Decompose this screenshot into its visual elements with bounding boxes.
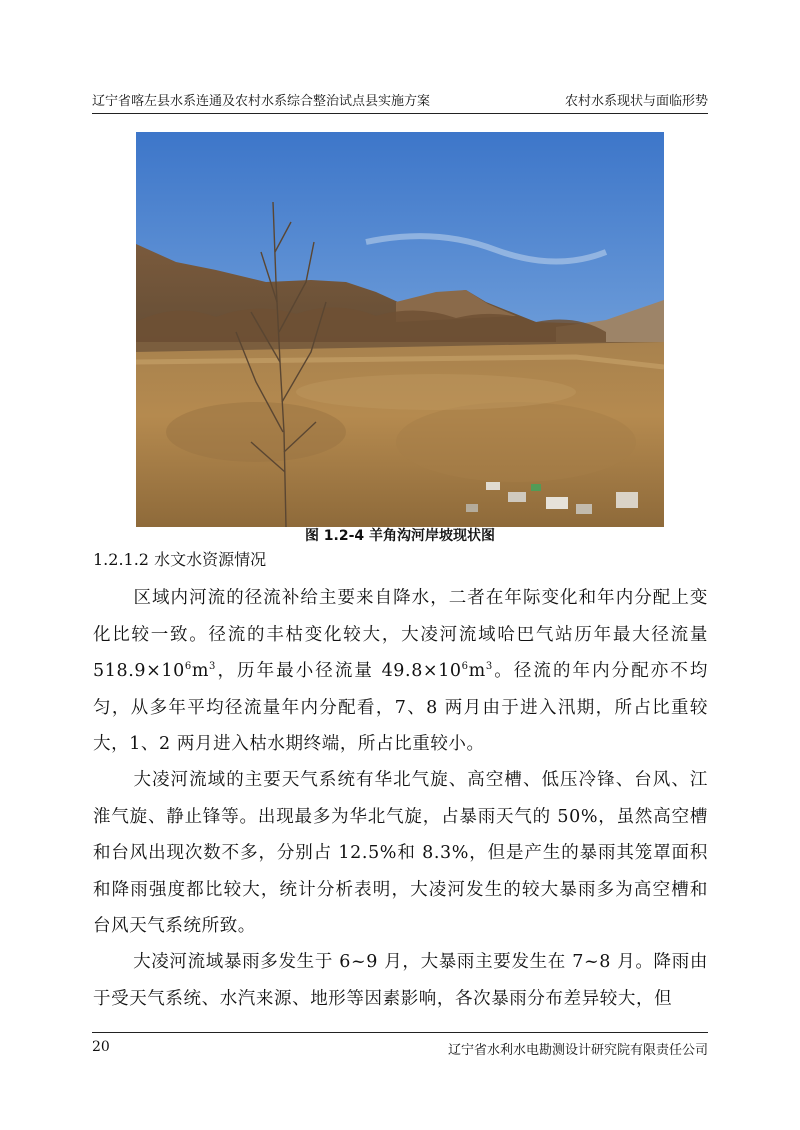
header-chapter-title: 农村水系现状与面临形势 xyxy=(564,94,708,109)
superscript-exponent: 3 xyxy=(209,661,216,672)
unit-m: m xyxy=(468,661,486,681)
superscript-exponent: 6 xyxy=(184,661,192,672)
page-number: 20 xyxy=(92,1039,110,1055)
paragraph-weather-systems-text: 大凌河流域的主要天气系统有华北气旋、高空槽、低压冷锋、台风、江淮气旋、静止锋等。出现最多为华北气旋，占暴雨天气的 50%，虽然高空槽和台风出现次数不多，分别占 12.5%和 8.3%，但是产生的暴雨其笼罩面积和降雨强度都比较大，统计分析表明，大凌河发生的较大暴雨多为高空槽和台风天气系统所致。 xyxy=(93,770,708,936)
figure-caption: 图 1.2-4 羊角沟河岸坡现状图 xyxy=(304,528,496,544)
section-heading: 1.2.1.2 水文水资源情况 xyxy=(93,550,267,569)
paragraph-rainstorm-season-text: 大凌河流域暴雨多发生于 6~9 月，大暴雨主要发生在 7~8 月。降雨由于受天气系统、水汽来源、地形等因素影响，各次暴雨分布差异较大，但 xyxy=(93,952,708,1009)
paragraph-runoff-part-1: 区域内河流的径流补给主要来自降水，二者在年际变化和年内分配上变化比较一致。径流的丰枯变化较大，大凌河流域哈巴气站历年最大径流量 518.9×10 xyxy=(93,588,708,681)
footer-organization: 辽宁省水利水电勘测设计研究院有限责任公司 xyxy=(447,1043,708,1058)
page-header xyxy=(92,93,708,114)
paragraph-runoff-part-2: ，历年最小径流量 49.8×10 xyxy=(215,661,462,681)
unit-m: m xyxy=(191,661,210,681)
paragraph-runoff xyxy=(93,580,708,763)
paragraph-runoff-part-3: 。径流的年内分配亦不均匀，从多年平均径流量年内分配看，7、8 两月由于进入汛期，所占比重较大，1、2 两月进入枯水期终端，所占比重较小。 xyxy=(93,661,708,754)
page-footer xyxy=(92,1032,708,1057)
riverbank-photo xyxy=(136,132,664,527)
header-document-title: 辽宁省喀左县水系连通及农村水系综合整治试点县实施方案 xyxy=(92,94,431,109)
paragraph-weather-systems xyxy=(93,762,708,945)
paragraph-rainstorm-season xyxy=(93,944,708,1017)
superscript-exponent: 3 xyxy=(485,661,493,672)
superscript-exponent: 6 xyxy=(461,661,469,672)
